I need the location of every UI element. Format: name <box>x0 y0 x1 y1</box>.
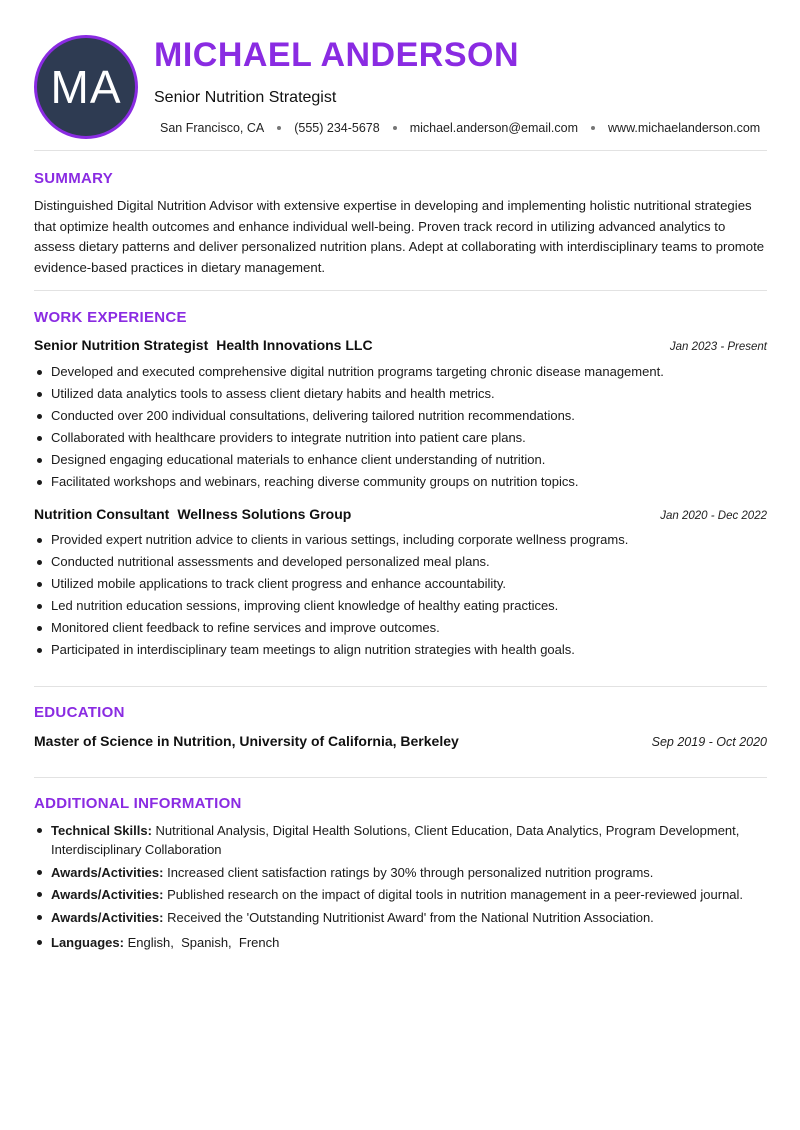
list-item: Conducted nutritional assessments and developed personalized meal plans. <box>34 552 774 574</box>
job-title-line <box>34 337 373 355</box>
separator-dot-icon <box>591 126 595 130</box>
job-header <box>34 337 767 355</box>
job-bullets <box>34 362 774 494</box>
job-title-line <box>34 506 351 524</box>
list-item: Provided expert nutrition advice to clients in various settings, including corporate wellness programs. <box>34 530 774 552</box>
list-item <box>34 863 774 882</box>
job-company: Wellness Solutions Group <box>177 506 352 522</box>
education-degree: Master of Science in Nutrition, University of California, Berkeley <box>34 733 459 749</box>
item-label: Awards/Activities: <box>51 909 164 925</box>
job-dates: Jan 2023 - Present <box>669 341 767 353</box>
list-item: Utilized data analytics tools to assess client dietary habits and health metrics. <box>34 384 774 406</box>
avatar-initials: MA <box>50 61 122 113</box>
separator-dot-icon <box>393 126 397 130</box>
job-header <box>34 506 767 524</box>
summary-text: Distinguished Digital Nutrition Advisor with extensive expertise in developing and implementing holistic nutritional strategies that optimize health outcomes and enhance individual well-being. Proven track record in utilizing advanced analytics to assess dietary patterns and deliver personalized nutrition plans. Adept at collaborating with interdisciplinary teams to promote evidence-based practices in dietary management. <box>34 198 765 275</box>
list-item <box>34 821 774 859</box>
section-divider <box>34 290 767 291</box>
list-item <box>34 885 774 904</box>
item-label: Technical Skills: <box>51 823 152 838</box>
contact-row <box>160 121 760 135</box>
summary-heading: SUMMARY <box>34 170 114 187</box>
item-text: Received the 'Outstanding Nutritionist Award' from the National Nutrition Association. <box>167 909 654 925</box>
contact-website: www.michaelanderson.com <box>608 121 761 135</box>
candidate-name: MICHAEL ANDERSON <box>154 36 520 74</box>
contact-location: San Francisco, CA <box>160 121 265 135</box>
list-item: Led nutrition education sessions, improving client knowledge of healthy eating practices. <box>34 596 774 618</box>
list-item: Collaborated with healthcare providers to integrate nutrition into patient care plans. <box>34 428 774 450</box>
list-item <box>34 908 774 927</box>
list-item: Conducted over 200 individual consultations, delivering tailored nutrition recommendations. <box>34 406 774 428</box>
list-item: Facilitated workshops and webinars, reaching diverse community groups on nutrition topics. <box>34 472 774 494</box>
item-text: Nutritional Analysis, Digital Health Solutions, Client Education, Data Analytics, Program Development, Interdisciplinary Collaboration <box>51 823 740 857</box>
job-bullets <box>34 530 774 662</box>
additional-list <box>34 821 774 955</box>
item-text: English, Spanish, French <box>127 934 280 950</box>
job-role: Nutrition Consultant <box>34 506 170 522</box>
contact-email: michael.anderson@email.com <box>409 121 579 135</box>
item-label: Awards/Activities: <box>51 887 164 902</box>
list-item: Developed and executed comprehensive digital nutrition programs targeting chronic disease management. <box>34 362 774 384</box>
job-dates: Jan 2020 - Dec 2022 <box>660 510 767 522</box>
additional-heading: ADDITIONAL INFORMATION <box>34 795 242 812</box>
education-dates: Sep 2019 - Oct 2020 <box>651 735 767 749</box>
item-label: Languages: <box>51 934 124 950</box>
experience-heading: WORK EXPERIENCE <box>34 309 187 326</box>
separator-dot-icon <box>277 126 281 130</box>
section-divider <box>34 777 767 778</box>
list-item: Utilized mobile applications to track client progress and enhance accountability. <box>34 574 774 596</box>
avatar <box>34 35 138 139</box>
job-company: Health Innovations LLC <box>216 337 373 353</box>
job-role: Senior Nutrition Strategist <box>34 337 209 353</box>
item-text: Published research on the impact of digital tools in nutrition management in a peer-reviewed journal. <box>167 887 744 902</box>
education-heading: EDUCATION <box>34 704 125 721</box>
section-divider <box>34 150 767 151</box>
list-item: Monitored client feedback to refine services and improve outcomes. <box>34 618 774 640</box>
contact-phone: (555) 234-5678 <box>294 121 380 135</box>
section-divider <box>34 686 767 687</box>
education-entry <box>34 733 767 749</box>
item-label: Awards/Activities: <box>51 864 164 880</box>
candidate-title: Senior Nutrition Strategist <box>154 89 337 106</box>
list-item: Participated in interdisciplinary team meetings to align nutrition strategies with health goals. <box>34 640 774 662</box>
list-item: Designed engaging educational materials to enhance client understanding of nutrition. <box>34 450 774 472</box>
item-text: Increased client satisfaction ratings by 30% through personalized nutrition programs. <box>167 864 654 880</box>
list-item <box>34 933 774 952</box>
